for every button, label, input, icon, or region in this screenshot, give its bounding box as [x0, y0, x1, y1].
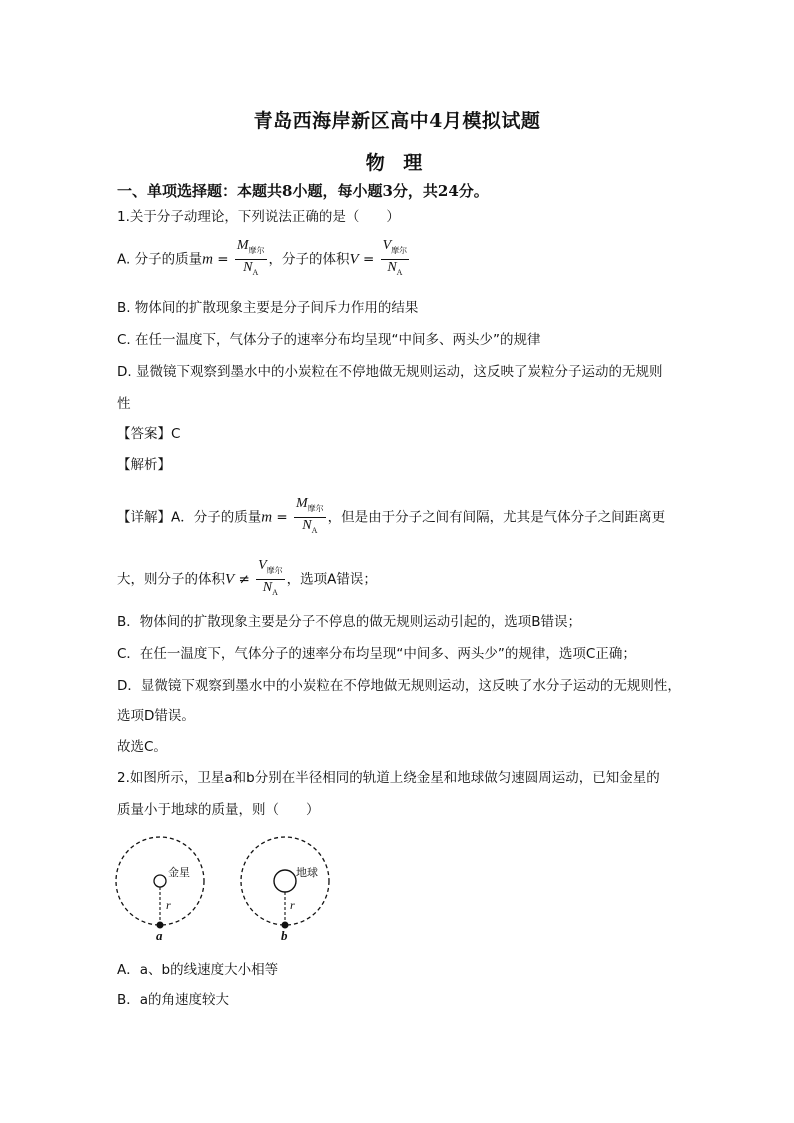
frac-denominator: N: [243, 259, 253, 275]
question-2-stem-line1: 2.如图所示，卫星a和b分别在半径相同的轨道上绕金星和地球做匀速圆周运动，已知金星的: [117, 770, 660, 786]
detail-d-line2: 选项D错误。: [117, 708, 195, 724]
fraction-v-over-na: [381, 238, 410, 281]
earth-planet-icon: [274, 870, 296, 892]
frac-den-sub: A: [252, 267, 259, 277]
frac-numerator-d: M: [296, 496, 308, 511]
frac-numerator: M: [236, 238, 249, 253]
question-1-option-d-line1: D. 显微镜下观察到墨水中的小炭粒在不停地做无规则运动，这反映了炭粒分子运动的无规则: [117, 364, 663, 380]
conclusion: 故选C。: [117, 739, 167, 755]
venus-planet-icon: [154, 875, 166, 887]
question-2-option-b: B．a的角速度较大: [117, 992, 230, 1008]
satellite-a-label: a: [156, 928, 163, 943]
satellite-b-label: b: [281, 928, 288, 943]
section-heading: 一、单项选择题：本题共8小题，每小题3分，共24分。: [117, 182, 489, 200]
detail-c: C．在任一温度下，气体分子的速率分布均呈现“中间多、两头少”的规律，选项C正确；: [117, 646, 636, 662]
frac-numerator-dv: V: [258, 558, 267, 573]
var-v-detail: V: [225, 571, 235, 588]
radius-b-label: r: [290, 898, 295, 912]
frac-numerator-v: V: [382, 238, 392, 253]
frac-num-sub-dv: 摩尔: [266, 565, 283, 575]
frac-den-sub-v: A: [396, 267, 403, 277]
var-m-detail: m: [261, 509, 273, 526]
analysis-label: 【解析】: [117, 457, 171, 473]
radius-a-label: r: [166, 898, 171, 912]
option-a-prefix: A. 分子的质量: [117, 251, 203, 268]
fraction-m-over-na: [235, 238, 267, 281]
frac-den-sub-d: A: [311, 525, 318, 535]
frac-denominator-dv: N: [262, 579, 273, 595]
frac-num-sub-d: 摩尔: [307, 503, 324, 513]
earth-label: 地球: [296, 866, 318, 879]
frac-denominator-d: N: [302, 517, 312, 533]
detail-b: B．物体间的扩散现象主要是分子不停息的做无规则运动引起的，选项B错误；: [117, 614, 582, 630]
eq-sign-2: =: [358, 251, 379, 268]
frac-num-sub-v: 摩尔: [391, 245, 408, 255]
question-2-option-a: A．a、b的线速度大小相等: [117, 962, 279, 978]
fraction-detail-v: [256, 558, 285, 601]
orbit-figure: [110, 835, 350, 950]
question-2-stem-line2: 质量小于地球的质量，则（ ）: [117, 802, 320, 818]
frac-denominator-v: N: [387, 259, 397, 275]
option-a-mid: ，分子的体积: [268, 251, 350, 268]
detail-d-line1: D．显微镜下观察到墨水中的小炭粒在不停地做无规则运动，这反映了水分子运动的无规则性，: [117, 678, 681, 694]
neq-sign: ≠: [234, 571, 255, 588]
fraction-detail-m: [294, 496, 326, 539]
detail-suffix: ，但是由于分子之间有间隔，尤其是气体分子之间距离更: [327, 509, 666, 526]
answer-label: 【答案】C: [117, 426, 181, 442]
frac-num-sub: 摩尔: [248, 245, 265, 255]
detail-a-line2: [117, 558, 377, 601]
frac-den-sub-dv: A: [272, 587, 278, 597]
var-m: m: [202, 251, 213, 268]
question-1-option-d-line2: 性: [117, 396, 131, 412]
question-1-option-c: C. 在任一温度下，气体分子的速率分布均呈现“中间多、两头少”的规律: [117, 332, 541, 348]
question-1-option-b: B. 物体间的扩散现象主要是分子间斥力作用的结果: [117, 300, 419, 316]
eq-sign-3: =: [272, 509, 292, 526]
var-v: V: [349, 251, 359, 268]
eq-sign: =: [212, 251, 233, 268]
detail-a-line1: [117, 496, 665, 539]
detail2-prefix: 大，则分子的体积: [117, 571, 225, 588]
question-1-stem: 1.关于分子动理论，下列说法正确的是（ ）: [117, 209, 400, 225]
question-1-option-a: [117, 238, 411, 281]
venus-label: 金星: [168, 866, 190, 879]
subject-title: 物 理: [365, 152, 429, 174]
detail-prefix: 【详解】A．分子的质量: [117, 509, 262, 526]
page-title: 青岛西海岸新区高中4月模拟试题: [253, 110, 541, 132]
detail2-suffix: ，选项A错误；: [286, 571, 377, 588]
